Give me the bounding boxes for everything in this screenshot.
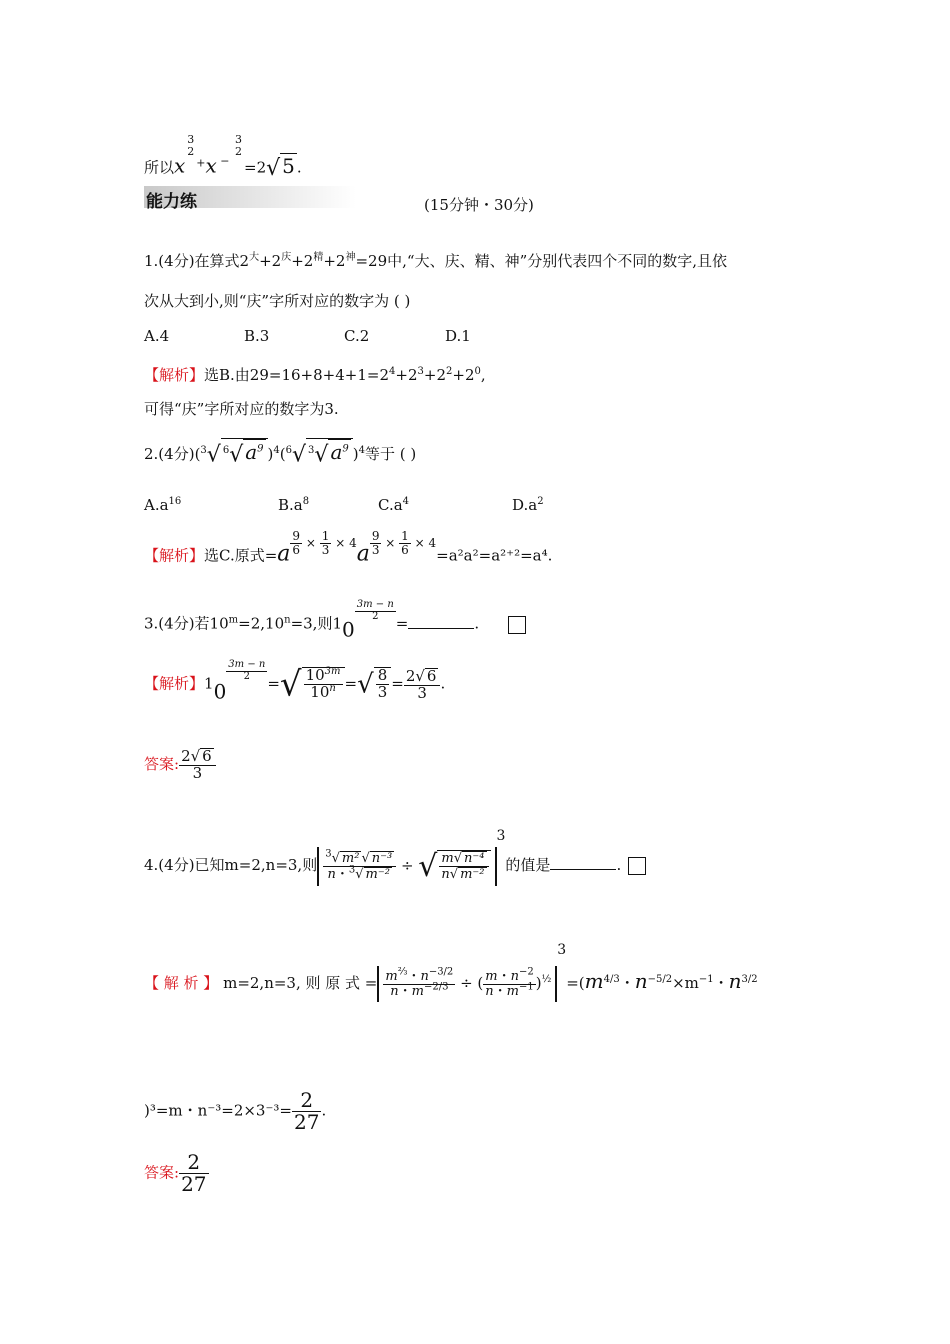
q3-analysis-label: 【解析】	[144, 674, 205, 693]
q2-option-a: $A.a^{16}$	[144, 496, 182, 514]
q2-option-d: $D.a^2$	[512, 496, 544, 514]
intro-tail: =2	[244, 158, 267, 177]
q1-option-b: B.3	[244, 327, 270, 345]
q2-analysis: 【解析】选C.原式=a $^{\frac{9}{6} \times \frac{1}{3} \times 4}$a $^{\frac{9}{3} \times \frac{1}{6} \times 4}$=a²a²=a²⁺²=a⁴.	[144, 529, 553, 567]
q4-answer: 答案: $\frac{2}{27}$	[144, 1150, 207, 1196]
q3-stem: 3.(4分)若$10^m=2,10^n=3$,则10 $\frac{3m - n}{2}$ = .	[144, 600, 526, 642]
q4-answer-label: 答案:	[144, 1163, 180, 1182]
q4-analysis: 【 解 析 】 m=2,n=3, 则 原 式 = $\frac{m^{\frac{2}{3}}・n^{-3/2}}{n・m^{-2/3}}$ ÷ ( $\frac{m・n^{-2}}{n・m^{-1}}$ )$^{\frac{1}{2}3}=(m^{4/3}$・$n^{-5/2}\times m^{-1}$・$n^{3/2}$	[144, 950, 758, 1002]
q1-stem-line2: 次从大到小,则“庆”字所对应的数字为 ( )	[144, 292, 411, 310]
q1-stem-line1: 1.(4分)在算式$2^大+2^庆+2^精+2^神=29$中,“大、庆、精、神”分别代表四个不同的数字,且依	[144, 252, 728, 270]
section-title: 能力练	[146, 192, 197, 212]
intro-prefix: 所以	[144, 158, 175, 177]
q2-option-c: $C.a^4$	[378, 496, 410, 514]
intro-line: 所以x 3 2 +x − 3 2 =2√ 5 .	[144, 133, 302, 182]
section-time: (15分钟・30分)	[424, 196, 534, 214]
q1-analysis-label: 【解析】	[144, 366, 205, 384]
q1-option-a: A.4	[144, 327, 170, 345]
q4-stem: 4.(4分)已知m=2,n=3,则 $\frac{^3√ m^2 √ n^{-3}}{n・^3√ m^{-2}}$ ÷ √ $\frac{\text{m√ n⁻⁴}}{\text{n√ m⁻²}}$ $^3$的值是 .	[144, 836, 646, 886]
q4-analysis-line2: )³=m・n⁻³=2×3⁻³= $\frac{2}{27}$ .	[144, 1088, 327, 1134]
q1-analysis: 【解析】选B.由$29=16+8+4+1=2^4+2^3+2^2+2^0$,	[144, 366, 486, 384]
q3-answer: 答案: $\frac{2√ 6}{3}$	[144, 748, 216, 782]
q2-stem: 2.(4分)($^3$√ $^6$√ $a^9$ )$^4$($^6$√ $^3$√ $a^9$ )$^4$等于 ( )	[144, 440, 417, 468]
q4-answer-box[interactable]	[628, 857, 646, 875]
q1-option-c: C.2	[344, 327, 370, 345]
q3-analysis: 【解析】10 $\frac{3m - n}{2}$ =√ $\frac{10^{3m}}{10^n}$ =√ $\frac{8}{3}$ = $\frac{2√ 6}{3}$ .	[144, 659, 446, 705]
q3-answer-label: 答案:	[144, 754, 180, 773]
q3-answer-box[interactable]	[508, 616, 526, 634]
q4-analysis-label: 【 解 析 】	[144, 974, 219, 992]
q1-option-d: D.1	[445, 327, 471, 345]
q1-analysis-line2: 可得“庆”字所对应的数字为3.	[144, 400, 339, 418]
q2-option-b: $B.a^8$	[278, 496, 310, 514]
q2-analysis-label: 【解析】	[144, 546, 205, 565]
intro-radicand: 5	[282, 153, 295, 178]
